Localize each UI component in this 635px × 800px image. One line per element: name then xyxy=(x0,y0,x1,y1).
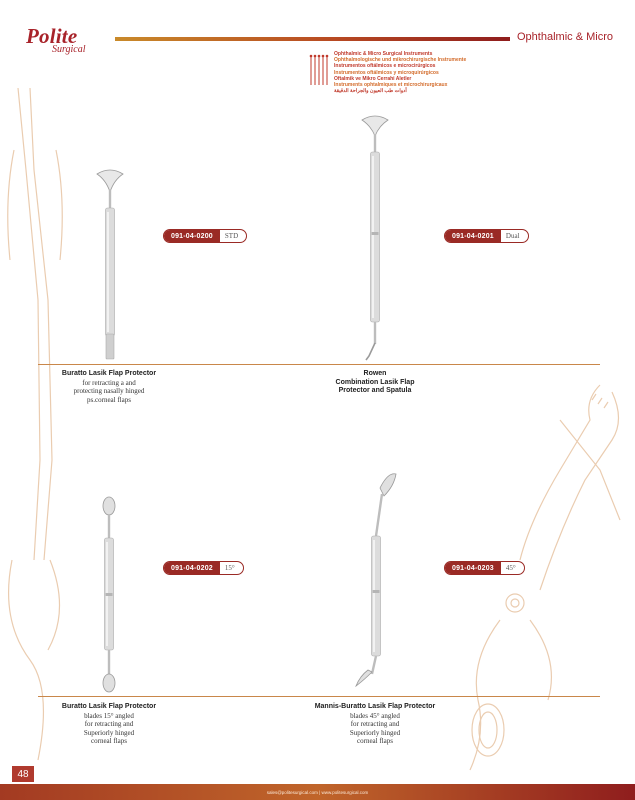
product-code-tag xyxy=(163,561,244,575)
lang-line: Instruments ophtalmiques et microchirurgicaux xyxy=(334,82,448,89)
product-code-tag xyxy=(163,229,247,243)
footer-bar xyxy=(0,784,635,800)
product-name: Combination Lasik Flap xyxy=(335,378,415,386)
product-code: 091-04-0203 xyxy=(445,562,501,574)
product-name: Protector and Spatula xyxy=(338,387,412,394)
section-title: Ophthalmic & Micro xyxy=(517,31,613,43)
product-code: 091-04-0202 xyxy=(164,562,220,574)
product-caption xyxy=(300,703,450,746)
product-description: Superiorly hinged xyxy=(83,728,135,737)
product-description: corneal flaps xyxy=(357,737,393,745)
product-code: 091-04-0201 xyxy=(445,230,501,242)
lang-line: Ophthalmic & Micro Surgical Instruments xyxy=(334,51,433,57)
lang-line: Oftalmik ve Mikro Cerrahi Aletler xyxy=(334,75,412,82)
page-number: 48 xyxy=(12,766,34,782)
product-description: protecting nasally hinged xyxy=(73,387,145,395)
instrument-image-buratto-15 xyxy=(92,495,126,695)
logo-subtitle: Surgical xyxy=(52,44,86,55)
product-description: blades 45° angled xyxy=(350,711,400,720)
product-description: corneal flaps xyxy=(91,737,127,745)
product-description: Superiorly hinged xyxy=(349,728,401,737)
row-divider-top xyxy=(38,364,600,365)
product-code-tag xyxy=(444,561,525,575)
instruments-thumbnail-icon xyxy=(308,53,330,87)
lang-line: Ophthalmologische und mikrochirurgische Instrumente xyxy=(334,57,467,64)
product-variant: STD xyxy=(224,232,239,240)
lang-line: Instrumentos oftálmicos e microcirúrgicos xyxy=(334,63,436,70)
product-variant: 15° xyxy=(224,564,235,572)
footer-contact: sales@politesurgical.com | www.politesurgical.com xyxy=(266,789,369,795)
product-description: for retracting a and xyxy=(82,378,136,387)
product-code-tag xyxy=(444,229,529,243)
brand-logo xyxy=(26,24,96,58)
product-variant: 45° xyxy=(505,564,516,572)
product-caption xyxy=(34,370,184,404)
product-caption xyxy=(34,703,184,746)
product-description: blades 15° angled xyxy=(84,711,134,720)
product-code: 091-04-0200 xyxy=(164,230,220,242)
multilingual-category-list xyxy=(334,51,466,94)
header-rule xyxy=(115,37,510,41)
lang-line: أدوات طب العيون والجراحة الدقيقة xyxy=(334,88,407,95)
product-description: ps.corneal flaps xyxy=(87,395,131,404)
product-name: Buratto Lasik Flap Protector xyxy=(61,703,157,710)
product-caption xyxy=(300,370,450,396)
background-instrument-watermark xyxy=(0,80,635,800)
lang-line: Instrumentos oftálmicos y microquirúrgicos xyxy=(334,69,439,76)
logo-wordmark: Polite xyxy=(26,24,78,48)
instrument-image-buratto-std xyxy=(92,162,128,362)
product-name: Buratto Lasik Flap Protector xyxy=(61,370,157,377)
product-name: Mannis-Buratto Lasik Flap Protector xyxy=(314,703,436,710)
instrument-image-mannis-buratto-45 xyxy=(350,470,400,692)
product-variant: Dual xyxy=(505,232,520,240)
instrument-image-rowen-dual xyxy=(355,110,395,365)
row-divider-bottom xyxy=(38,696,600,697)
product-description: for retracting and xyxy=(84,720,134,728)
product-name: Rowen xyxy=(363,370,387,377)
product-description: for retracting and xyxy=(350,720,400,728)
